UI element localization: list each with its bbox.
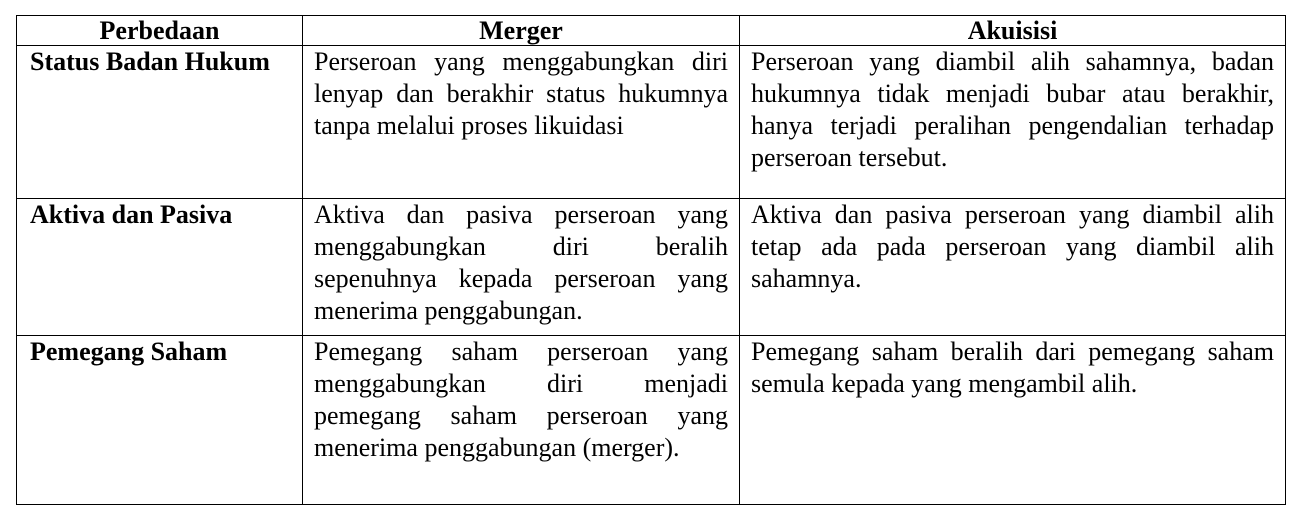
comparison-table	[16, 15, 1286, 505]
table-header-row	[17, 16, 1286, 46]
header-akuisisi: Akuisisi	[740, 16, 1286, 46]
row-aspect-label: Pemegang Saham	[17, 336, 303, 505]
akuisisi-cell: Pemegang saham beralih dari pemegang saham semula kepada yang mengambil alih.	[740, 336, 1286, 505]
row-aspect-label: Aktiva dan Pasiva	[17, 199, 303, 336]
merger-cell: Perseroan yang menggabungkan diri lenyap dan berakhir status hukumnya tanpa melalui proses likuidasi	[303, 46, 740, 199]
table-row	[17, 336, 1286, 505]
merger-cell: Pemegang saham perseroan yang menggabungkan diri menjadi pemegang saham perseroan yang menerima penggabungan (merger).	[303, 336, 740, 505]
akuisisi-cell: Perseroan yang diambil alih sahamnya, badan hukumnya tidak menjadi bubar atau berakhir, hanya terjadi peralihan pengendalian terhadap perseroan tersebut.	[740, 46, 1286, 199]
akuisisi-cell: Aktiva dan pasiva perseroan yang diambil alih tetap ada pada perseroan yang diambil alih sahamnya.	[740, 199, 1286, 336]
header-merger: Merger	[303, 16, 740, 46]
row-aspect-label: Status Badan Hukum	[17, 46, 303, 199]
comparison-table-container	[16, 15, 1286, 505]
merger-cell: Aktiva dan pasiva perseroan yang menggabungkan diri beralih sepenuhnya kepada perseroan yang menerima penggabungan.	[303, 199, 740, 336]
table-row	[17, 199, 1286, 336]
header-perbedaan: Perbedaan	[17, 16, 303, 46]
table-row	[17, 46, 1286, 199]
